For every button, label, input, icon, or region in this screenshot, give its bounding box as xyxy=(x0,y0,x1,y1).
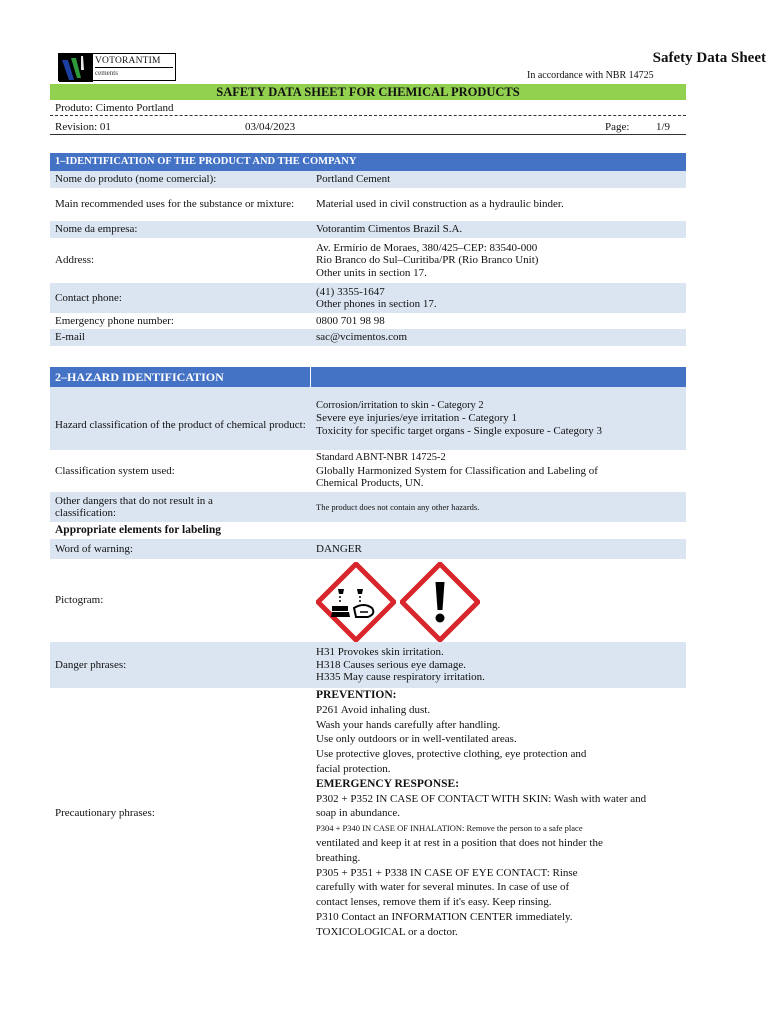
precaution-line: facial protection. xyxy=(316,762,391,775)
row-value-line: Rio Branco do Sul–Curitiba/PR (Rio Branco Unit) xyxy=(316,254,539,267)
precaution-line: soap in abundance. xyxy=(316,807,400,820)
row-value xyxy=(313,559,686,642)
table-row xyxy=(50,387,686,450)
row-value-line: Other phones in section 17. xyxy=(316,298,437,310)
logo-mark-icon xyxy=(59,54,93,82)
table-row xyxy=(50,642,686,688)
precaution-line: TOXICOLOGICAL or a doctor. xyxy=(316,925,458,938)
revision: Revision: 01 xyxy=(55,121,111,133)
row-value xyxy=(313,522,686,539)
table-row xyxy=(50,329,686,346)
product-line xyxy=(50,100,686,116)
table-row xyxy=(50,492,686,522)
precaution-line: P305 + P351 + P338 IN CASE OF EYE CONTACT: Rinse xyxy=(316,866,578,879)
danger-phrase: H335 May cause respiratory irritation. xyxy=(316,671,485,684)
table-row xyxy=(50,450,686,492)
revision-date: 03/04/2023 xyxy=(245,121,296,133)
row-label: Nome da empresa: xyxy=(55,223,138,236)
signal-word: DANGER xyxy=(316,542,362,555)
row-label: Emergency phone number: xyxy=(55,314,174,327)
precaution-line: P302 + P352 IN CASE OF CONTACT WITH SKIN: Wash with water and xyxy=(316,792,647,805)
row-value: The product does not contain any other hazards. xyxy=(316,501,480,512)
row-label: E-mail xyxy=(55,331,85,344)
exclamation-pictogram-icon xyxy=(400,562,480,642)
precaution-line: P304 + P340 IN CASE OF INHALATION: Remove the person to a safe place xyxy=(316,823,583,834)
precaution-line: Use only outdoors or in well-ventilated areas. xyxy=(316,733,517,746)
table-row xyxy=(50,313,686,329)
row-value-line: Av. Ermírio de Moraes, 380/425–CEP: 83540-000 xyxy=(316,241,538,254)
row-value xyxy=(313,450,686,492)
revision-line xyxy=(50,119,686,135)
table-row xyxy=(50,221,686,238)
document-banner: SAFETY DATA SHEET FOR CHEMICAL PRODUCTS xyxy=(50,84,686,100)
row-label: Other dangers that do not result in a classification: xyxy=(55,494,213,519)
row-value-line: (41) 3355-1647 xyxy=(316,285,385,298)
row-value-line: Toxicity for specific target organs - Single exposure - Category 3 xyxy=(316,424,602,437)
company-logo xyxy=(58,53,176,81)
logo-divider xyxy=(95,67,173,68)
precaution-line: ventilated and keep it at rest in a position that does not hinder the xyxy=(316,836,603,849)
section-2-header xyxy=(50,367,686,387)
precaution-line: carefully with water for several minutes. In case of use of xyxy=(316,881,570,894)
row-value-line: 0800 701 98 98 xyxy=(316,314,385,327)
row-label: Classification system used: xyxy=(55,464,175,477)
pictogram-group xyxy=(316,560,686,642)
document-type: Safety Data Sheet xyxy=(652,50,766,66)
precaution-line: breathing. xyxy=(316,851,361,864)
row-value-line: Portland Cement xyxy=(316,173,391,186)
danger-phrase: H318 Causes serious eye damage. xyxy=(316,658,466,671)
page-number: 1/9 xyxy=(656,121,671,133)
row-value-line: sac@vcimentos.com xyxy=(316,331,408,344)
table-row xyxy=(50,171,686,188)
precautionary-phrases xyxy=(313,688,686,938)
row-value-line: Severe eye injuries/eye irritation - Category 1 xyxy=(316,412,517,425)
row-label: Pictogram: xyxy=(55,594,104,607)
row-label: Word of warning: xyxy=(55,542,133,555)
table-row xyxy=(50,238,686,283)
table-row xyxy=(50,539,686,559)
section-1-title: 1–IDENTIFICATION OF THE PRODUCT AND THE COMPANY xyxy=(55,156,357,167)
row-label: Main recommended uses for the substance or mixture: xyxy=(55,198,295,211)
row-value xyxy=(313,283,686,313)
prevention-heading: PREVENTION: xyxy=(316,689,397,701)
row-label: Address: xyxy=(55,254,95,267)
emergency-heading: EMERGENCY RESPONSE: xyxy=(316,777,460,790)
precaution-line: Use protective gloves, protective clothing, eye protection and xyxy=(316,748,587,761)
precaution-line: P310 Contact an INFORMATION CENTER immediately. xyxy=(316,910,573,923)
row-value xyxy=(313,329,686,346)
table-row xyxy=(50,283,686,313)
logo-subtitle: cements xyxy=(95,69,118,77)
row-label: Nome do produto (nome comercial): xyxy=(55,173,217,186)
row-value-line: Other units in section 17. xyxy=(316,266,427,279)
table-row xyxy=(50,688,686,938)
row-value xyxy=(313,642,686,688)
table-row xyxy=(50,188,686,221)
corrosion-pictogram-icon xyxy=(316,562,396,642)
section-1-table xyxy=(50,153,686,346)
row-value xyxy=(313,387,686,450)
logo-name: VOTORANTIM xyxy=(95,56,161,66)
section-2-title: 2–HAZARD IDENTIFICATION xyxy=(50,367,311,387)
labeling-heading: Appropriate elements for labeling xyxy=(55,524,221,537)
row-label: Hazard classification of the product of chemical product: xyxy=(55,419,306,432)
product-name: Produto: Cimento Portland xyxy=(55,102,174,114)
row-value-line: Material used in civil construction as a hydraulic binder. xyxy=(316,198,564,211)
row-label: Contact phone: xyxy=(55,291,122,304)
precaution-line: P261 Avoid inhaling dust. xyxy=(316,703,431,716)
row-value-line: Corrosion/irritation to skin - Category 2 xyxy=(316,399,484,411)
row-value xyxy=(313,221,686,238)
row-value xyxy=(313,238,686,283)
row-label: Precautionary phrases: xyxy=(55,806,155,819)
row-label: Danger phrases: xyxy=(55,658,127,671)
danger-phrase: H31 Provokes skin irritation. xyxy=(316,646,444,659)
row-value-line: Standard ABNT-NBR 14725-2 xyxy=(316,452,446,464)
row-value xyxy=(313,188,686,221)
section-1-header xyxy=(50,153,686,171)
table-row xyxy=(50,559,686,642)
section-2-table xyxy=(50,367,686,938)
table-row xyxy=(50,522,686,539)
norm-reference: In accordance with NBR 14725 xyxy=(527,70,654,81)
page-label: Page: xyxy=(605,121,630,133)
row-value xyxy=(313,313,686,329)
precaution-line: Wash your hands carefully after handling. xyxy=(316,718,501,731)
row-value-line: Globally Harmonized System for Classification and Labeling of Chemical Products, UN. xyxy=(316,464,598,490)
precaution-line: contact lenses, remove them if it's easy. Keep rinsing. xyxy=(316,896,552,909)
row-value-line: Votorantim Cimentos Brazil S.A. xyxy=(316,223,463,236)
row-value xyxy=(313,171,686,188)
